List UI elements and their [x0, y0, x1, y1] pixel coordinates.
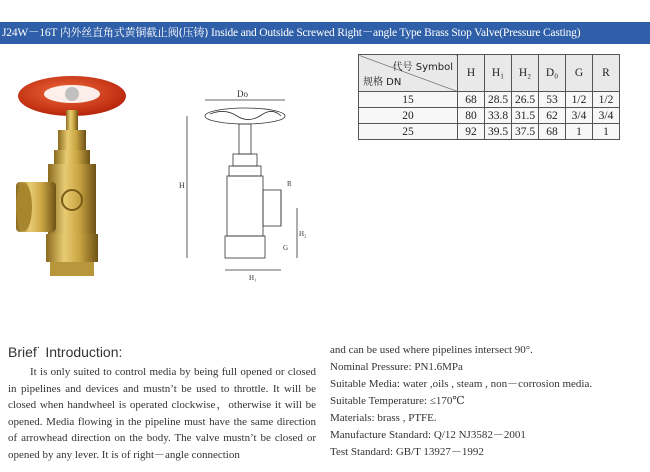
dn-header-label: 规格 DN: [363, 77, 402, 88]
table-cell: 3/4: [566, 108, 593, 124]
table-cell: 62: [539, 108, 566, 124]
table-cell: 31.5: [512, 108, 539, 124]
table-cell: 68: [458, 92, 485, 108]
spec-line: Nominal Pressure: PN1.6MPa: [330, 361, 463, 373]
table-cell: 53: [539, 92, 566, 108]
spec-line: Manufacture Standard: Q/12 NJ3582－2001: [330, 429, 526, 441]
h1-dimension-label: H₁: [249, 274, 257, 282]
table-cell: 1/2: [593, 92, 620, 108]
product-name-english: Inside and Outside Screwed Right－angle Type Brass Stop Valve(Pressure Casting): [211, 27, 581, 39]
table-cell-dn: 20: [359, 108, 458, 124]
spec-list: [330, 342, 650, 461]
r-dimension-label: R: [287, 180, 292, 188]
table-cell: 92: [458, 124, 485, 140]
spec-line: and can be used where pipelines intersect 90°.: [330, 344, 533, 356]
column-header: H: [458, 55, 485, 92]
table-cell-dn: 25: [359, 124, 458, 140]
column-header: H₂: [512, 55, 539, 92]
product-title-bar: [0, 22, 650, 44]
table-cell: 80: [458, 108, 485, 124]
table-cell: 39.5: [485, 124, 512, 140]
table-row: [359, 124, 620, 140]
table-cell: 37.5: [512, 124, 539, 140]
brief-body: It is only suited to control media by being full opened or closed in pipelines and devices and mustn’t be used to throttle. It will be closed when handwheel is operated clockwise，otherwise it will be opened. Media flowing in the pipeline must have the same direction of arrowhead direction on the body. The valve mustn’t be closed or opened by any lever. It is of right－angle connection: [8, 366, 316, 461]
column-header: R: [593, 55, 620, 92]
spec-line: Suitable Temperature: ≤170℃: [330, 395, 465, 407]
table-cell: 1: [593, 124, 620, 140]
h2-dimension-label: H₂: [299, 230, 307, 238]
spec-line: Materials: brass , PTFE.: [330, 412, 437, 424]
table-row: [359, 108, 620, 124]
valve-photo: [10, 70, 140, 295]
brief-heading: Brief˙ Introduction:: [8, 344, 123, 360]
table-cell: 3/4: [593, 108, 620, 124]
g-dimension-label: G: [283, 244, 289, 252]
product-code: J24W－16T: [2, 27, 58, 39]
table-cell: 26.5: [512, 92, 539, 108]
spec-line: Test Standard: GB/T 13927－1992: [330, 446, 484, 458]
symbol-header-label: 代号 Symbol: [392, 62, 453, 73]
table-corner-header: [359, 55, 458, 92]
column-header: G: [566, 55, 593, 92]
table-cell: 28.5: [485, 92, 512, 108]
spec-line: Suitable Media: water ,oils , steam , non－corrosion media.: [330, 378, 593, 390]
valve-technical-drawing: [175, 90, 315, 290]
product-name-chinese: 内外丝直角式黄铜截止阀(压铸): [59, 26, 209, 39]
table-cell: 1: [566, 124, 593, 140]
column-header: H₁: [485, 55, 512, 92]
table-header-row: [359, 55, 620, 92]
table-cell: 68: [539, 124, 566, 140]
table-cell: 33.8: [485, 108, 512, 124]
table-row: [359, 92, 620, 108]
table-cell: 1/2: [566, 92, 593, 108]
h-dimension-label: H: [179, 181, 185, 190]
column-header: D₀: [539, 55, 566, 92]
table-cell-dn: 15: [359, 92, 458, 108]
d0-dimension-label: Do: [237, 90, 248, 99]
dimension-table: [358, 54, 620, 140]
